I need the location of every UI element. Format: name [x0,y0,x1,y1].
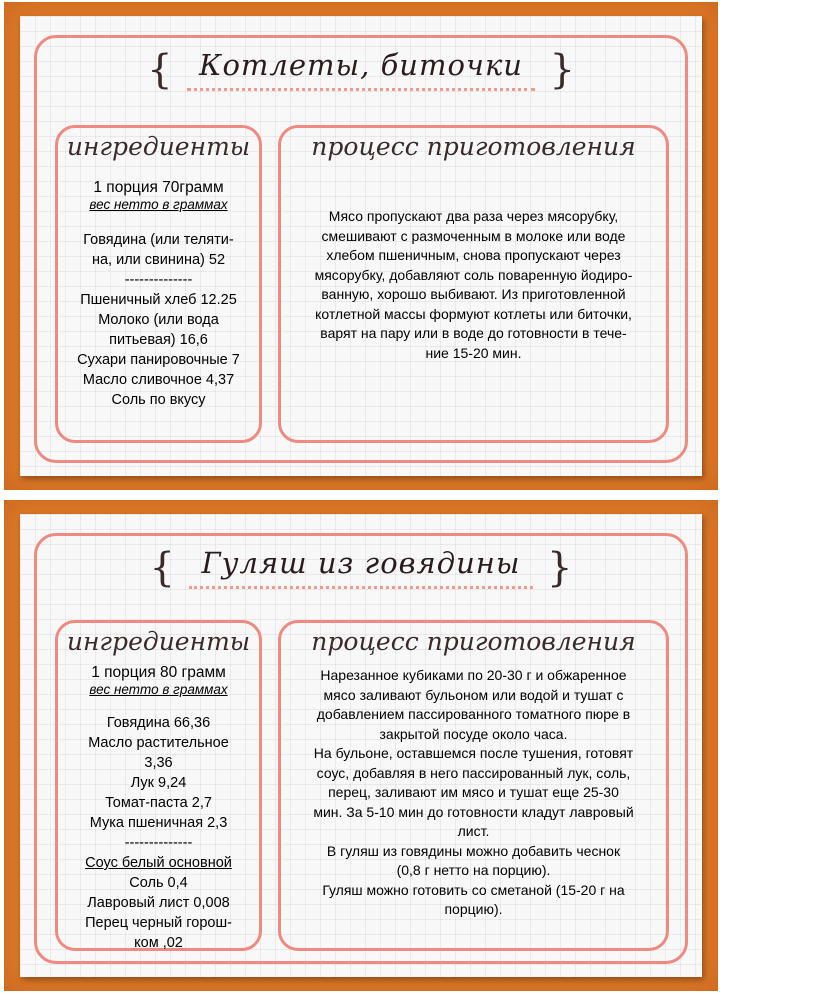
process-text [295,666,652,920]
process-line: На бульоне, оставшемся после тушения, готовят [313,745,634,761]
ingredient-line: Лавровый лист 0,008 [87,895,230,911]
process-panel [278,620,669,951]
process-line: Нарезанное кубиками по 20-30 г и обжаренное [320,667,627,683]
process-line: варят на пару или в воде до готовности в тече- [320,325,627,341]
process-line: (0,8 г нетто на порцию). [396,862,551,878]
ingredient-line: питьевая) 16,6 [109,332,208,348]
title-row [4,48,718,108]
separator-line: -------------- [124,272,193,288]
process-line: В гуляш из говядины можно добавить чеснок [326,842,621,859]
netto-label: вес нетто в граммах [89,682,228,697]
process-line: смешивают с размоченным в молоке или воде [321,227,626,244]
ingredients-heading: ингредиенты [66,627,251,656]
ingredient-line: 3,36 [144,755,173,771]
right-brace-icon: } [549,46,575,93]
process-heading: процесс приготовления [311,627,636,656]
ingredient-line: Соль по вкусу [111,392,206,408]
ingredient-line: Соль 0,4 [129,875,188,891]
process-heading: процесс приготовления [311,132,636,161]
ingredient-line: Говядина (или теляти- [83,232,234,248]
process-panel [278,125,669,443]
process-line: мин. За 5-10 мин до готовности кладут лавровый [313,803,634,820]
ingredient-line: Лук 9,24 [130,775,187,791]
ingredient-line: Сухари панировочные 7 [77,352,240,368]
portion-size: 1 порция 70грамм [93,179,224,196]
right-brace-icon: } [546,544,573,591]
ingredient-line: Масло растительное [88,735,229,751]
recipe-title: Гуляш из говядины [189,546,532,589]
process-line: мясорубку, добавляют соль поваренную йодиро- [314,266,633,283]
recipe-title: Котлеты, биточки [187,48,535,91]
title-row [4,546,718,606]
sauce-subheading: Соус белый основной [85,855,232,871]
recipe-card-kotlety [4,2,718,490]
process-line: порцию). [444,901,503,917]
ingredient-line: Мука пшеничная 2,3 [89,815,228,831]
process-line: закрытой посуде около часа. [379,725,568,742]
process-line: котлетной массы формуют котлеты или биточки, [315,305,632,322]
left-brace-icon: { [147,46,173,93]
ingredients-panel [55,620,262,951]
process-line: лист. [457,823,490,839]
ingredient-line: Масло сливочное 4,37 [82,372,235,388]
ingredient-line: ком ,02 [134,935,183,951]
process-line: ние 15-20 мин. [425,344,522,361]
ingredient-line: Молоко (или вода [98,312,219,328]
ingredient-line: Томат-паста 2,7 [105,795,212,811]
ingredients-panel [55,125,262,443]
ingredients-heading: ингредиенты [66,132,251,161]
ingredients-list [58,713,259,953]
ingredients-list [58,230,259,410]
recipe-card-gulyash [4,500,718,991]
netto-label: вес нетто в граммах [89,197,228,212]
left-brace-icon: { [149,544,175,591]
ingredient-line: на, или свинина) 52 [91,252,226,268]
process-line: добавлением пассированного томатного пюре в [316,706,631,722]
ingredient-line: Перец черный горош- [85,915,232,931]
process-text [295,207,652,363]
portion-size: 1 порция 80 грамм [91,664,226,681]
process-line: Гуляш можно готовить со сметаной (15-20 г на [322,881,625,898]
process-line: мясо заливают бульоном или водой и тушат с [323,686,624,703]
ingredient-line: Говядина 66,36 [106,715,211,731]
process-line: хлебом пшеничным, снова пропускают через [326,247,621,263]
ingredient-line: Пшеничный хлеб 12.25 [80,292,237,308]
process-line: перец, заливают им мясо и тушат еще 25-30 [328,784,619,800]
process-line: соус, добавляя в него пассированный лук, соль, [316,764,631,781]
process-line: Мясо пропускают два раза через мясорубку, [328,208,619,224]
process-line: ванную, хорошо выбивают. Из приготовленной [321,286,626,302]
separator-line: -------------- [124,835,193,851]
